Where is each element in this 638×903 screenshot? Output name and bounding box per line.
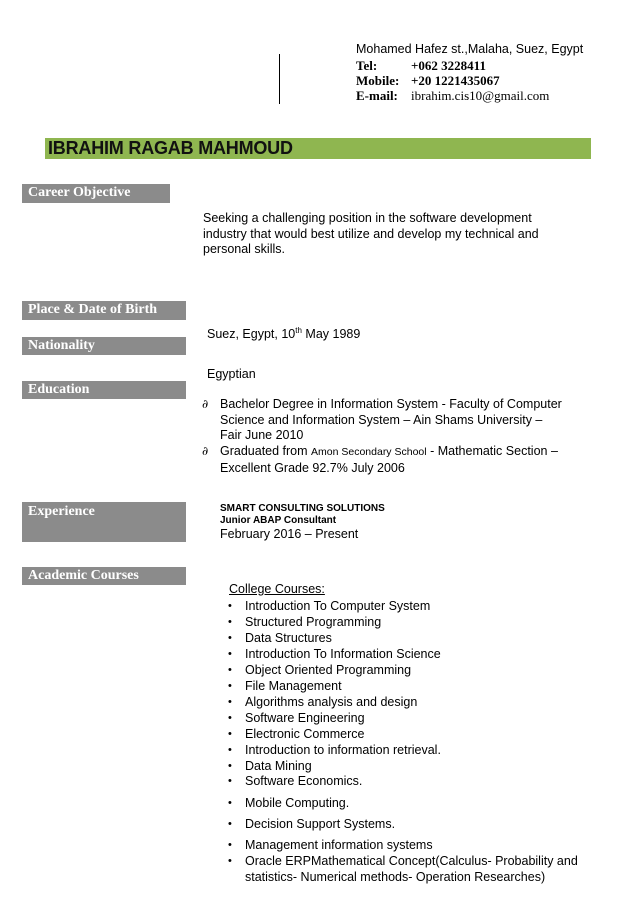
bullet-icon: • xyxy=(228,797,232,809)
bullet-icon: • xyxy=(228,680,232,692)
tel-value: +062 3228411 xyxy=(411,58,486,73)
experience-dates: February 2016 – Present xyxy=(220,527,359,541)
bullet-icon: • xyxy=(228,775,232,787)
bullet-icon: • xyxy=(228,696,232,708)
bullet-icon: • xyxy=(228,744,232,756)
edu2-school: Amon Secondary School xyxy=(311,446,427,458)
education-item-secondary xyxy=(202,444,592,476)
bullet-icon: • xyxy=(228,712,232,724)
birth-pre: Suez, Egypt, 10 xyxy=(207,327,296,342)
edu2-post: - Mathematic Section – xyxy=(426,444,558,458)
bullet-icon: • xyxy=(228,632,232,644)
experience-company: SMART CONSULTING SOLUTIONS xyxy=(220,503,385,514)
bullet-icon: • xyxy=(228,616,232,628)
edu1-line-2: Science and Information System – Ain Shams University – xyxy=(220,412,543,427)
contact-mobile xyxy=(356,73,500,89)
career-objective-text xyxy=(203,211,583,258)
bullet-icon: • xyxy=(228,855,232,867)
partial-bullet-icon: ∂ xyxy=(202,444,209,458)
career-line-2: industry that would best utilize and develop my technical and xyxy=(203,226,539,241)
birth-sup: th xyxy=(295,326,302,335)
college-courses-title: College Courses: xyxy=(229,582,325,596)
section-nationality: Nationality xyxy=(22,337,186,355)
section-career-objective: Career Objective xyxy=(22,184,170,203)
email-label: E-mail: xyxy=(356,88,398,103)
experience-block xyxy=(220,503,385,541)
career-line-1: Seeking a challenging position in the software development xyxy=(203,211,532,225)
bullet-icon: • xyxy=(228,839,232,851)
mobile-label: Mobile: xyxy=(356,73,400,88)
career-line-3: personal skills. xyxy=(203,242,285,256)
experience-role: Junior ABAP Consultant xyxy=(220,515,337,526)
edu1-line-1: Bachelor Degree in Information System - Faculty of Computer xyxy=(220,397,562,411)
section-academic-courses: Academic Courses xyxy=(22,567,186,585)
nationality-text: Egyptian xyxy=(207,367,256,381)
contact-address: Mohamed Hafez st.,Malaha, Suez, Egypt xyxy=(356,42,584,56)
edu1-line-3: Fair June 2010 xyxy=(220,428,304,442)
bullet-icon: • xyxy=(228,818,232,830)
bullet-icon: • xyxy=(228,728,232,740)
contact-tel xyxy=(356,58,486,74)
course-item xyxy=(228,854,598,886)
partial-bullet-icon: ∂ xyxy=(202,397,209,411)
section-experience: Experience xyxy=(22,502,186,542)
course-last-line-1: Oracle ERPMathematical Concept(Calculus- Probability and xyxy=(245,854,578,868)
edu2-pre: Graduated from xyxy=(220,444,312,458)
header-divider xyxy=(279,54,280,104)
education-item-bachelor xyxy=(202,397,592,445)
tel-label: Tel: xyxy=(356,58,378,73)
bullet-icon: • xyxy=(228,760,232,772)
person-name: IBRAHIM RAGAB MAHMOUD xyxy=(48,138,293,158)
name-bar xyxy=(45,138,591,159)
section-place-date-birth: Place & Date of Birth xyxy=(22,301,186,320)
birth-text xyxy=(207,323,360,343)
edu2-line-2: Excellent Grade 92.7% July 2006 xyxy=(220,460,405,475)
email-value: ibrahim.cis10@gmail.com xyxy=(411,88,550,103)
bullet-icon: • xyxy=(228,664,232,676)
bullet-icon: • xyxy=(228,648,232,660)
section-education: Education xyxy=(22,381,186,399)
course-last-line-2: statistics- Numerical methods- Operation Researches) xyxy=(245,869,546,884)
mobile-value: +20 1221435067 xyxy=(411,73,500,88)
birth-post: May 1989 xyxy=(301,327,361,342)
bullet-icon: • xyxy=(228,600,232,612)
contact-email xyxy=(356,88,549,104)
